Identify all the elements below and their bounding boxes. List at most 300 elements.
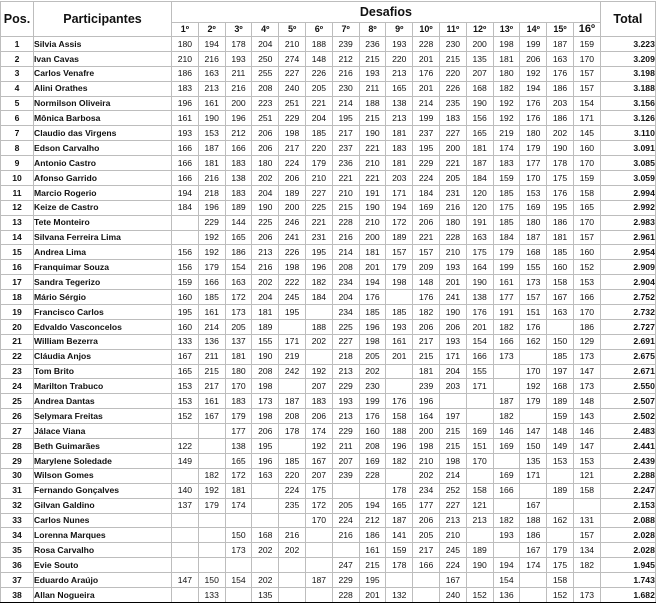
row-position: 23 [1,364,34,379]
header-challenges: Desafios [172,2,601,23]
score-cell: 237 [332,141,359,156]
score-cell: 184 [413,185,440,200]
score-cell: 194 [493,558,520,573]
score-cell: 185 [386,305,413,320]
participant-name: Beth Guimarães [34,439,172,454]
score-cell: 201 [413,81,440,96]
score-cell: 212 [332,51,359,66]
header-round-7: 7º [332,23,359,37]
score-cell: 166 [172,141,199,156]
score-cell: 161 [386,334,413,349]
score-cell: 168 [252,528,279,543]
row-position: 18 [1,290,34,305]
score-cell: 204 [439,364,466,379]
score-cell [252,513,279,528]
score-cell [198,528,225,543]
score-cell: 186 [172,66,199,81]
participant-name: Evie Souto [34,558,172,573]
score-cell: 242 [279,364,306,379]
participant-name: Ivan Cavas [34,51,172,66]
score-cell: 170 [573,305,600,320]
score-cell: 211 [332,439,359,454]
score-cell: 217 [279,141,306,156]
score-cell: 167 [439,573,466,588]
score-cell: 161 [198,305,225,320]
row-total: 2.752 [600,290,655,305]
score-cell: 216 [332,66,359,81]
score-cell: 198 [439,453,466,468]
score-cell: 229 [413,156,440,171]
score-cell: 220 [439,66,466,81]
score-cell: 199 [359,394,386,409]
score-cell: 204 [332,290,359,305]
table-row [1,528,656,543]
score-cell: 172 [225,468,252,483]
score-cell: 251 [252,111,279,126]
score-cell: 202 [252,275,279,290]
score-cell: 235 [279,498,306,513]
score-cell [198,424,225,439]
score-cell: 155 [520,260,547,275]
score-cell: 170 [225,379,252,394]
score-cell: 197 [547,364,574,379]
score-cell: 180 [520,126,547,141]
row-total: 3.091 [600,141,655,156]
score-cell: 252 [439,483,466,498]
score-cell: 192 [198,230,225,245]
score-cell: 184 [305,290,332,305]
score-cell: 172 [225,290,252,305]
row-position: 33 [1,513,34,528]
score-cell: 161 [198,394,225,409]
score-cell: 202 [359,364,386,379]
score-cell: 176 [359,409,386,424]
score-cell: 230 [439,37,466,52]
score-cell: 245 [279,290,306,305]
table-row [1,96,656,111]
score-cell: 206 [252,141,279,156]
score-cell: 188 [386,424,413,439]
score-cell [198,558,225,573]
score-cell [332,483,359,498]
score-cell: 158 [466,483,493,498]
score-cell: 183 [386,141,413,156]
row-total: 2.983 [600,215,655,230]
score-cell: 177 [520,156,547,171]
score-cell: 167 [547,290,574,305]
score-cell: 186 [573,319,600,334]
score-cell: 179 [198,260,225,275]
participant-name: Selymara Freitas [34,409,172,424]
participant-name: Gilvan Galdino [34,498,172,513]
score-cell: 131 [573,513,600,528]
score-cell: 176 [466,305,493,320]
score-cell: 185 [547,349,574,364]
score-cell: 221 [305,96,332,111]
score-cell: 229 [332,424,359,439]
score-cell: 213 [439,513,466,528]
table-row [1,319,656,334]
score-cell: 217 [413,334,440,349]
score-cell [547,468,574,483]
participant-name: Cláudia Anjos [34,349,172,364]
score-cell: 195 [547,200,574,215]
score-cell: 215 [359,51,386,66]
score-cell: 215 [359,558,386,573]
table-row [1,349,656,364]
score-cell: 234 [332,275,359,290]
score-cell: 160 [573,245,600,260]
score-cell: 150 [225,528,252,543]
score-cell: 163 [252,468,279,483]
score-cell: 176 [520,319,547,334]
score-cell: 192 [198,245,225,260]
score-cell: 135 [466,51,493,66]
score-cell: 152 [172,409,199,424]
score-cell: 138 [225,439,252,454]
score-cell [172,230,199,245]
score-cell [493,379,520,394]
score-cell: 227 [305,185,332,200]
row-total: 2.550 [600,379,655,394]
score-cell: 255 [252,66,279,81]
score-cell: 214 [332,245,359,260]
score-cell: 225 [305,200,332,215]
participant-name: Franquimar Souza [34,260,172,275]
score-cell: 210 [279,37,306,52]
score-cell: 223 [252,96,279,111]
score-cell: 179 [225,409,252,424]
table-row [1,394,656,409]
score-cell: 198 [413,439,440,454]
score-cell: 179 [520,141,547,156]
score-cell: 181 [547,230,574,245]
score-cell: 181 [359,245,386,260]
row-position: 11 [1,185,34,200]
score-cell: 138 [466,290,493,305]
row-position: 2 [1,51,34,66]
score-cell: 166 [413,558,440,573]
score-cell: 213 [386,66,413,81]
score-cell: 196 [386,439,413,454]
row-total: 2.288 [600,468,655,483]
score-cell: 165 [225,230,252,245]
score-cell: 182 [493,409,520,424]
score-cell: 196 [172,96,199,111]
score-cell: 152 [573,260,600,275]
score-cell: 204 [305,111,332,126]
score-cell: 216 [332,528,359,543]
table-row [1,245,656,260]
score-cell: 165 [172,364,199,379]
score-cell: 167 [520,498,547,513]
score-cell: 246 [279,215,306,230]
score-cell: 217 [198,379,225,394]
score-cell: 169 [493,439,520,454]
score-cell: 250 [252,51,279,66]
score-cell: 192 [305,364,332,379]
participant-name: Andrea Dantas [34,394,172,409]
score-cell: 181 [225,349,252,364]
score-cell: 183 [225,394,252,409]
score-cell [198,453,225,468]
score-cell [305,528,332,543]
score-cell: 201 [439,275,466,290]
table-row [1,439,656,454]
row-position: 24 [1,379,34,394]
score-cell [359,483,386,498]
score-cell: 220 [305,141,332,156]
score-cell: 211 [359,81,386,96]
score-cell: 170 [305,513,332,528]
score-cell: 195 [252,439,279,454]
score-cell: 201 [466,319,493,334]
table-row [1,558,656,573]
score-cell: 206 [413,513,440,528]
score-cell: 198 [386,275,413,290]
score-cell: 151 [466,439,493,454]
score-cell [305,349,332,364]
score-cell: 159 [172,275,199,290]
score-cell: 193 [439,334,466,349]
row-total: 2.028 [600,528,655,543]
score-cell: 171 [573,111,600,126]
score-cell: 175 [547,558,574,573]
score-cell: 198 [252,379,279,394]
score-cell: 181 [225,483,252,498]
score-cell: 202 [547,126,574,141]
table-row [1,573,656,588]
score-cell: 156 [466,111,493,126]
score-cell: 179 [198,498,225,513]
score-cell: 144 [225,215,252,230]
score-cell: 186 [547,111,574,126]
score-cell: 229 [332,379,359,394]
score-cell: 190 [359,200,386,215]
row-total: 3.188 [600,81,655,96]
score-cell: 228 [439,230,466,245]
score-cell: 194 [520,81,547,96]
score-cell: 160 [547,260,574,275]
score-cell: 188 [520,513,547,528]
score-cell: 177 [413,498,440,513]
score-cell: 133 [172,334,199,349]
row-position: 27 [1,424,34,439]
header-round-11: 11º [439,23,466,37]
score-cell: 161 [493,275,520,290]
score-cell: 215 [359,111,386,126]
score-cell: 138 [386,96,413,111]
score-cell: 167 [172,349,199,364]
table-header [1,2,656,37]
score-cell: 185 [279,453,306,468]
score-cell: 190 [198,111,225,126]
row-position: 31 [1,483,34,498]
score-cell: 210 [439,245,466,260]
score-cell: 195 [172,305,199,320]
row-total: 2.675 [600,349,655,364]
score-cell: 146 [573,424,600,439]
score-cell: 180 [493,66,520,81]
score-cell: 158 [386,409,413,424]
score-cell: 215 [439,439,466,454]
score-cell: 150 [520,439,547,454]
score-cell: 152 [466,587,493,602]
score-cell: 187 [279,394,306,409]
score-cell: 169 [413,200,440,215]
score-cell: 215 [439,51,466,66]
score-cell [198,513,225,528]
score-cell: 187 [493,394,520,409]
row-total: 3.209 [600,51,655,66]
score-cell: 153 [172,379,199,394]
score-cell: 189 [252,319,279,334]
score-cell: 187 [466,156,493,171]
score-cell: 173 [573,379,600,394]
score-cell: 155 [252,334,279,349]
score-cell: 204 [252,37,279,52]
score-cell: 147 [172,573,199,588]
participant-name: Normilson Oliveira [34,96,172,111]
participant-name: Carlos Nunes [34,513,172,528]
score-cell: 189 [279,185,306,200]
score-cell: 189 [225,200,252,215]
participant-name: Edson Carvalho [34,141,172,156]
score-cell: 196 [198,200,225,215]
row-position: 22 [1,349,34,364]
score-cell: 136 [198,334,225,349]
row-total: 3.223 [600,37,655,52]
score-cell: 176 [413,66,440,81]
score-cell: 227 [332,334,359,349]
score-cell [279,573,306,588]
row-position: 5 [1,96,34,111]
participant-name: Antonio Castro [34,156,172,171]
table-row [1,230,656,245]
score-cell: 195 [413,141,440,156]
header-round-15: 15º [547,23,574,37]
row-position: 10 [1,171,34,186]
score-cell: 178 [386,483,413,498]
header-round-1: 1º [172,23,199,37]
score-cell: 205 [332,498,359,513]
score-cell [413,587,440,602]
table-row [1,215,656,230]
row-total: 2.028 [600,543,655,558]
score-cell: 240 [279,81,306,96]
score-cell: 166 [573,290,600,305]
row-position: 16 [1,260,34,275]
score-cell: 208 [252,364,279,379]
score-cell: 200 [225,96,252,111]
row-total: 1.945 [600,558,655,573]
score-cell: 198 [252,409,279,424]
score-cell: 241 [439,290,466,305]
score-cell: 175 [305,483,332,498]
score-cell [520,349,547,364]
score-cell: 213 [252,245,279,260]
score-cell: 203 [386,171,413,186]
row-position: 1 [1,37,34,52]
score-cell: 196 [359,319,386,334]
score-cell: 226 [279,245,306,260]
score-cell: 208 [359,439,386,454]
header-round-12: 12º [466,23,493,37]
score-cell: 190 [466,558,493,573]
score-cell: 176 [413,290,440,305]
score-cell: 158 [573,483,600,498]
score-cell: 145 [573,126,600,141]
table-row [1,453,656,468]
participant-name: Mário Sérgio [34,290,172,305]
row-total: 2.153 [600,498,655,513]
score-cell: 221 [359,171,386,186]
score-cell: 171 [386,185,413,200]
score-cell: 213 [198,81,225,96]
score-cell: 216 [439,200,466,215]
score-cell: 234 [332,305,359,320]
row-total: 2.507 [600,394,655,409]
participant-name: Andrea Lima [34,245,172,260]
score-cell: 182 [493,513,520,528]
score-cell: 237 [413,126,440,141]
score-cell: 208 [332,260,359,275]
header-round-14: 14º [520,23,547,37]
score-cell: 204 [252,185,279,200]
score-cell [225,587,252,602]
score-cell: 197 [439,409,466,424]
score-cell: 192 [520,379,547,394]
row-position: 25 [1,394,34,409]
participant-name: Rosa Carvalho [34,543,172,558]
score-cell: 198 [279,260,306,275]
participant-name: Mônica Barbosa [34,111,172,126]
score-cell: 193 [493,528,520,543]
score-cell [172,587,199,602]
score-cell: 187 [386,513,413,528]
score-cell [439,394,466,409]
score-cell: 215 [439,424,466,439]
score-cell [279,587,306,602]
row-position: 21 [1,334,34,349]
score-cell: 140 [172,483,199,498]
score-cell: 154 [466,334,493,349]
score-cell: 218 [198,185,225,200]
score-cell: 180 [439,215,466,230]
score-cell: 189 [547,394,574,409]
score-cell: 154 [493,573,520,588]
score-cell: 177 [493,290,520,305]
row-total: 2.439 [600,453,655,468]
header-round-10: 10º [413,23,440,37]
row-total: 3.110 [600,126,655,141]
score-cell: 160 [573,141,600,156]
score-cell: 166 [198,275,225,290]
score-cell: 121 [466,498,493,513]
score-cell: 135 [520,453,547,468]
score-cell: 206 [279,171,306,186]
score-cell: 202 [279,543,306,558]
score-cell: 185 [198,290,225,305]
score-cell: 156 [172,260,199,275]
score-cell: 157 [413,245,440,260]
score-cell: 203 [547,96,574,111]
score-cell: 172 [386,215,413,230]
score-cell: 217 [413,543,440,558]
header-round-16: 16º [573,23,600,37]
score-cell: 137 [172,498,199,513]
score-cell: 200 [413,424,440,439]
